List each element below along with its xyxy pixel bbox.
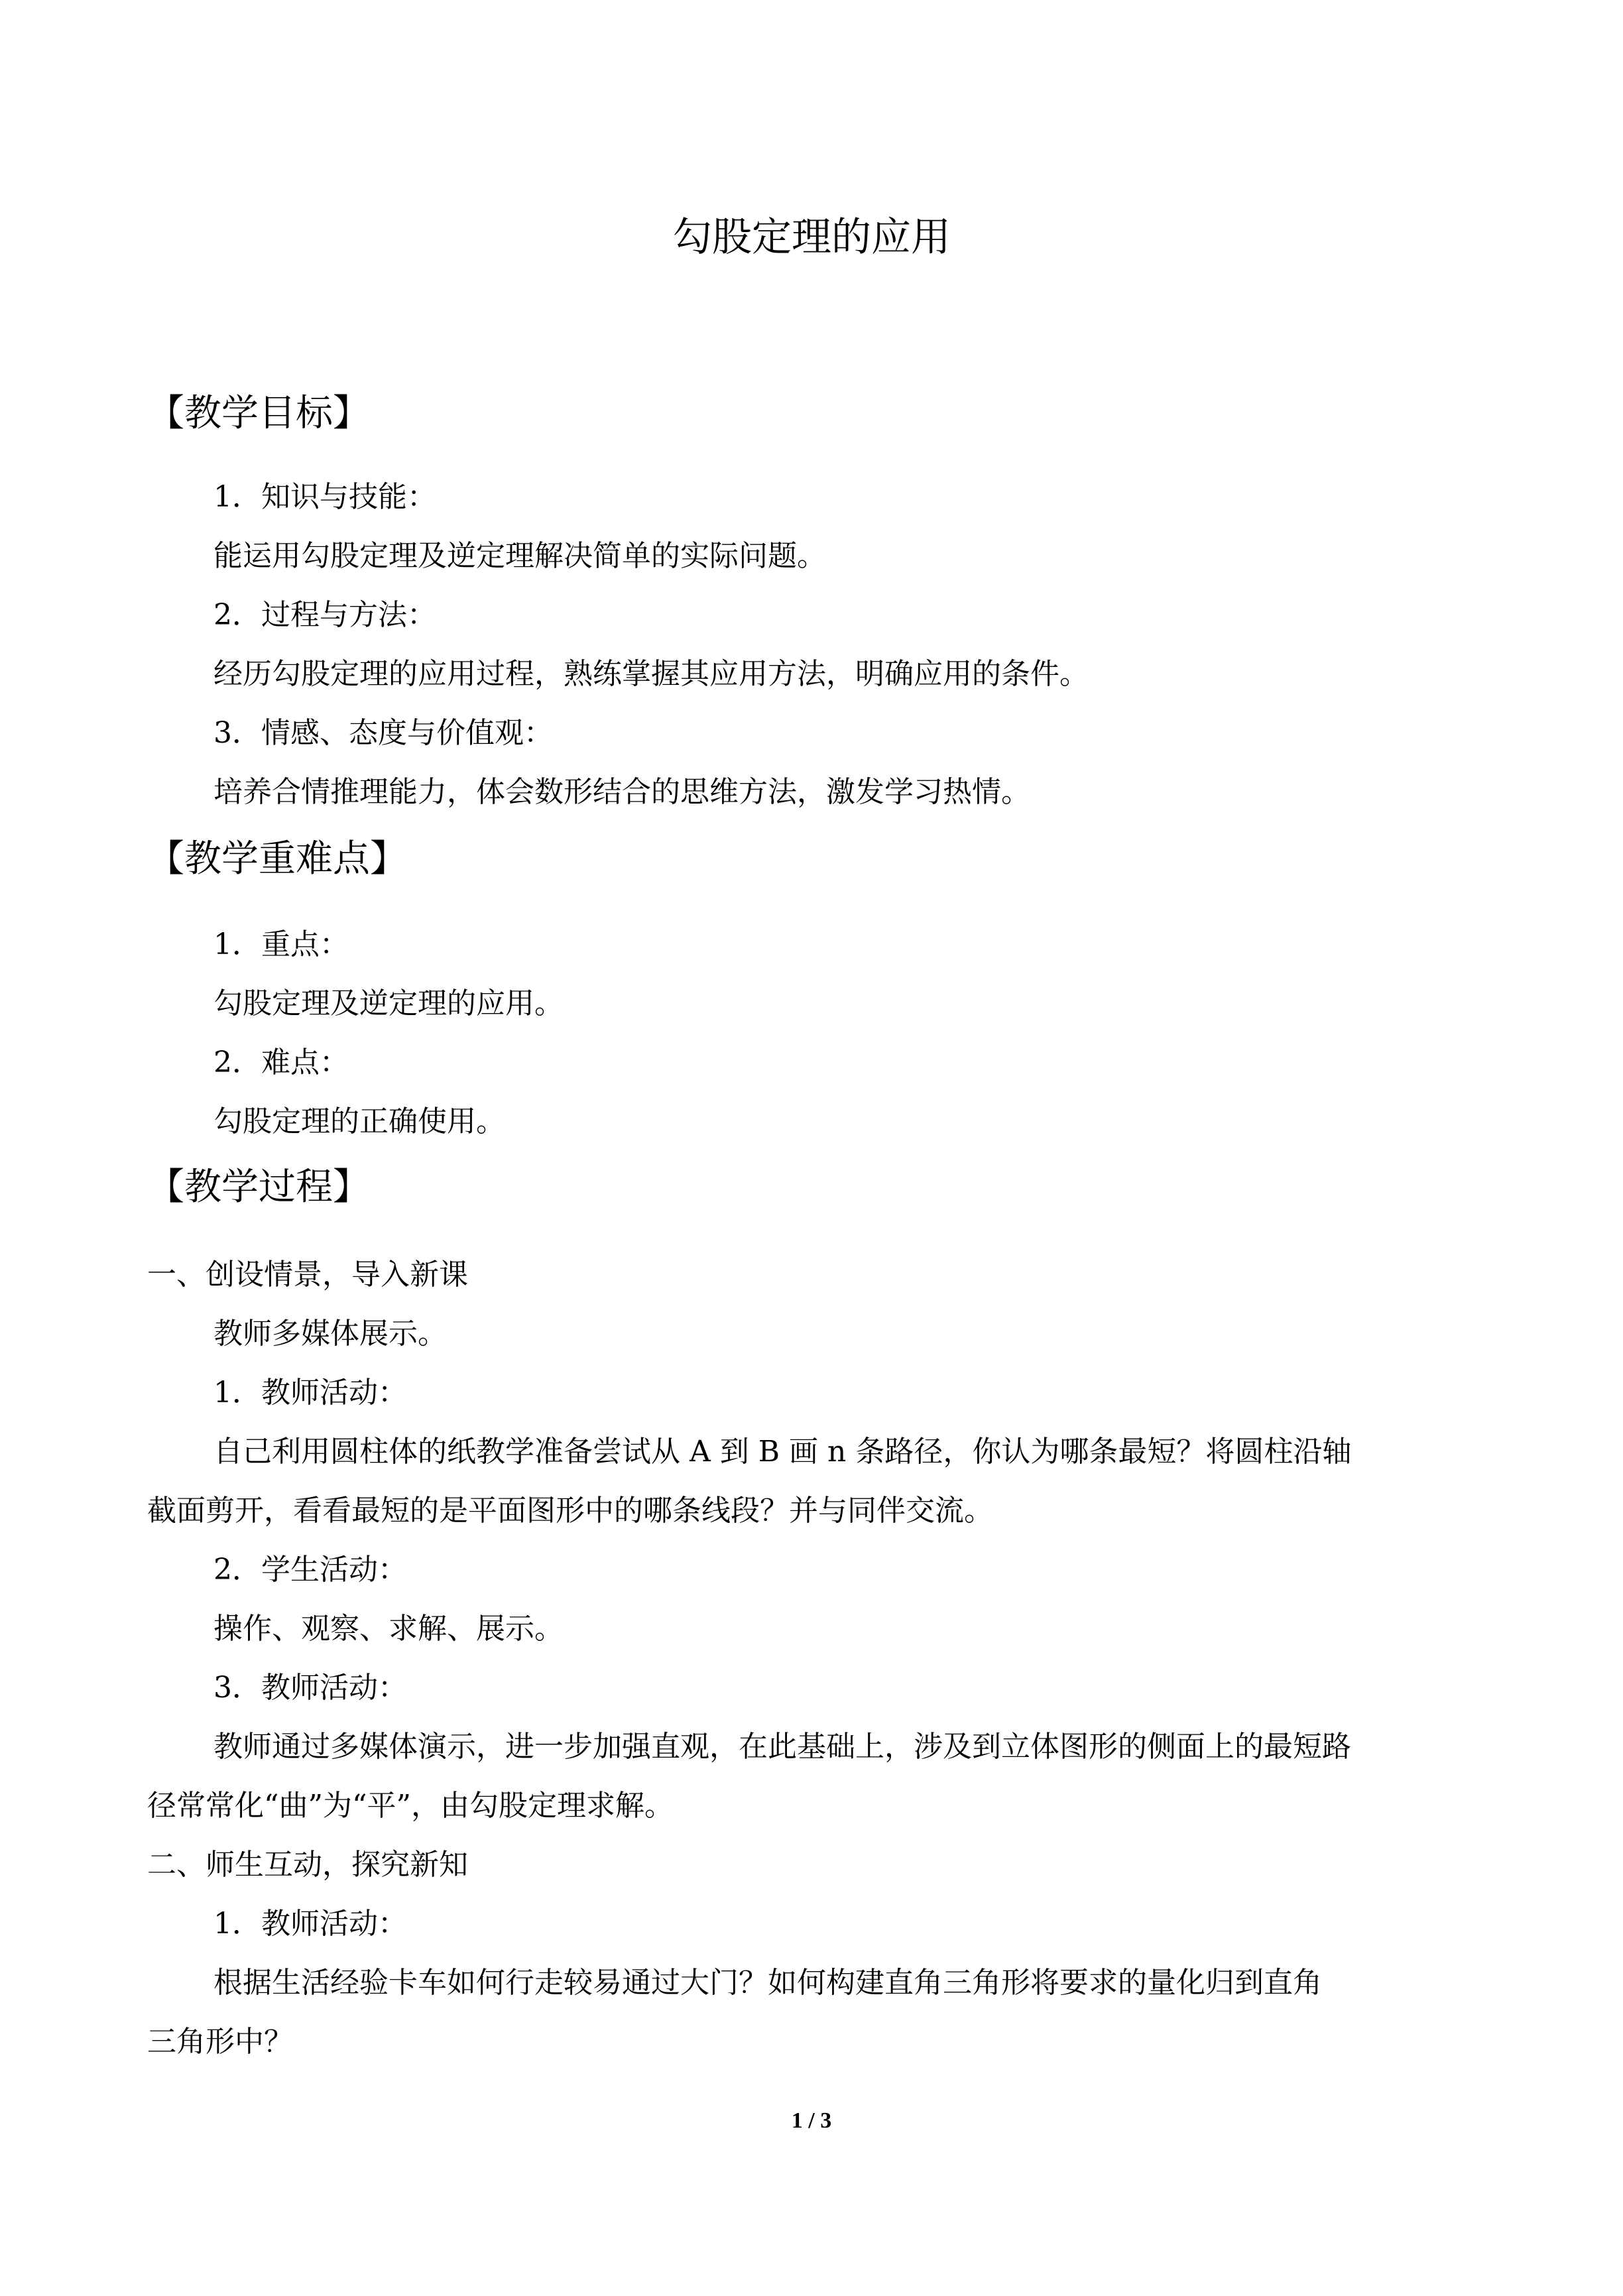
page-indicator: 1 / 3 <box>791 2108 832 2133</box>
process-text: 径常常化“曲”为“平”，由勾股定理求解。 <box>147 1789 674 1823</box>
process-text: 操作、观察、求解、展示。 <box>213 1612 564 1646</box>
process-text: 自己利用圆柱体的纸教学准备尝试从 A 到 B 画 n 条路径，你认为哪条最短？将圆柱沿轴 <box>213 1435 1352 1469</box>
process-activity-label: 1．教师活动： <box>213 1376 407 1410</box>
objective-item-2-label: 2．过程与方法： <box>213 598 436 632</box>
process-text: 三角形中？ <box>147 2025 293 2059</box>
objective-item-3-text: 培养合情推理能力，体会数形结合的思维方法，激发学习热情。 <box>213 775 1030 809</box>
objective-item-1-text: 能运用勾股定理及逆定理解决简单的实际问题。 <box>213 539 826 573</box>
process-text: 截面剪开，看看最短的是平面图形中的哪条线段？并与同伴交流。 <box>147 1494 993 1528</box>
process-text: 根据生活经验卡车如何行走较易通过大门？如何构建直角三角形将要求的量化归到直角 <box>213 1966 1322 2000</box>
difficulty-text: 勾股定理的正确使用。 <box>213 1105 505 1138</box>
process-activity-label: 1．教师活动： <box>213 1907 407 1941</box>
process-activity-label: 2．学生活动： <box>213 1553 407 1587</box>
section-heading-teaching-objectives: 【教学目标】 <box>147 392 370 435</box>
difficulty-label: 2．难点： <box>213 1046 349 1079</box>
objective-item-1-label: 1．知识与技能： <box>213 480 436 514</box>
section-heading-key-points: 【教学重难点】 <box>147 837 407 880</box>
section-heading-teaching-process: 【教学过程】 <box>147 1166 370 1209</box>
objective-item-2-text: 经历勾股定理的应用过程，熟练掌握其应用方法，明确应用的条件。 <box>213 657 1089 691</box>
process-step-2-heading: 二、师生互动，探究新知 <box>147 1848 468 1882</box>
key-point-label: 1．重点： <box>213 928 349 961</box>
process-activity-label: 3．教师活动： <box>213 1671 407 1705</box>
key-point-text: 勾股定理及逆定理的应用。 <box>213 987 564 1020</box>
document-title: 勾股定理的应用 <box>672 214 951 261</box>
process-text: 教师通过多媒体演示，进一步加强直观，在此基础上，涉及到立体图形的侧面上的最短路 <box>213 1730 1351 1764</box>
objective-item-3-label: 3．情感、态度与价值观： <box>213 716 553 750</box>
process-step-1-heading: 一、创设情景，导入新课 <box>147 1258 468 1292</box>
process-text: 教师多媒体展示。 <box>213 1317 447 1351</box>
